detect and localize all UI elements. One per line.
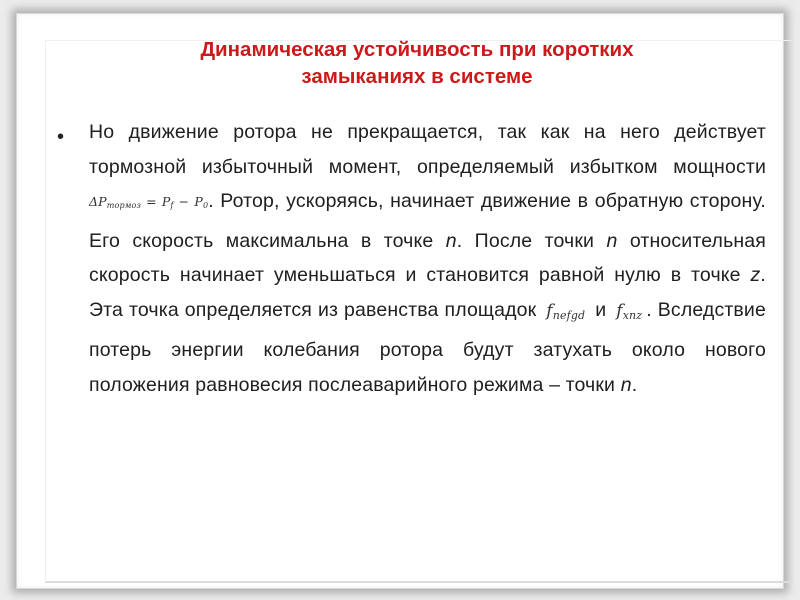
bullet-marker: • (57, 126, 65, 148)
text-segment: . После точки (456, 229, 595, 252)
slide-title (97, 36, 737, 90)
point-z: z (750, 264, 761, 286)
point-n: n (606, 229, 618, 252)
point-n: n (620, 373, 632, 396)
text-segment: и (595, 298, 607, 321)
formula-eq: = P (141, 194, 171, 209)
text-segment: . Ротор, ускоряясь, начинает движение в обратную сторону. Его скорость максимальна в точке (89, 190, 766, 252)
text-segment: . (631, 373, 638, 396)
area-nefgd-f: f (546, 300, 553, 321)
formula-minus: − P (173, 194, 203, 209)
text-segment: Но движение ротора не прекращается, так как на него действует тормозной избыточный момент, определяемый избытком мощности (89, 121, 766, 178)
formula-subscript-f: f (170, 201, 174, 210)
formula-subscript-0: 0 (202, 201, 209, 210)
power-excess-formula (89, 194, 208, 209)
area-xnz-subscript: xnz (622, 308, 643, 322)
text-segment: . Вследствие потерь энергии колебания ротора будут затухать около нового положения равновесия послеаварийного режима – точки (89, 298, 766, 396)
formula-subscript: тормоз (106, 201, 141, 210)
formula-delta: ΔP (89, 194, 107, 209)
text-segment: . Эта точка определяется из равенства площадок (89, 264, 766, 321)
text-segment: относительная скорость начинает уменьшаться и становится равной нулю в точке (89, 229, 767, 286)
body-paragraph (89, 115, 766, 402)
slide-title-line-2: замыканиях в системе (301, 65, 533, 88)
area-nefgd-subscript: nefgd (552, 308, 586, 322)
point-n: n (445, 229, 457, 252)
area-nefgd-symbol (542, 293, 589, 334)
slide-title-line-1: Динамическая устойчивость при коротких (200, 38, 634, 61)
area-xnz-symbol (612, 293, 646, 334)
area-xnz-f: f (616, 300, 623, 321)
slide-frame (16, 13, 784, 589)
